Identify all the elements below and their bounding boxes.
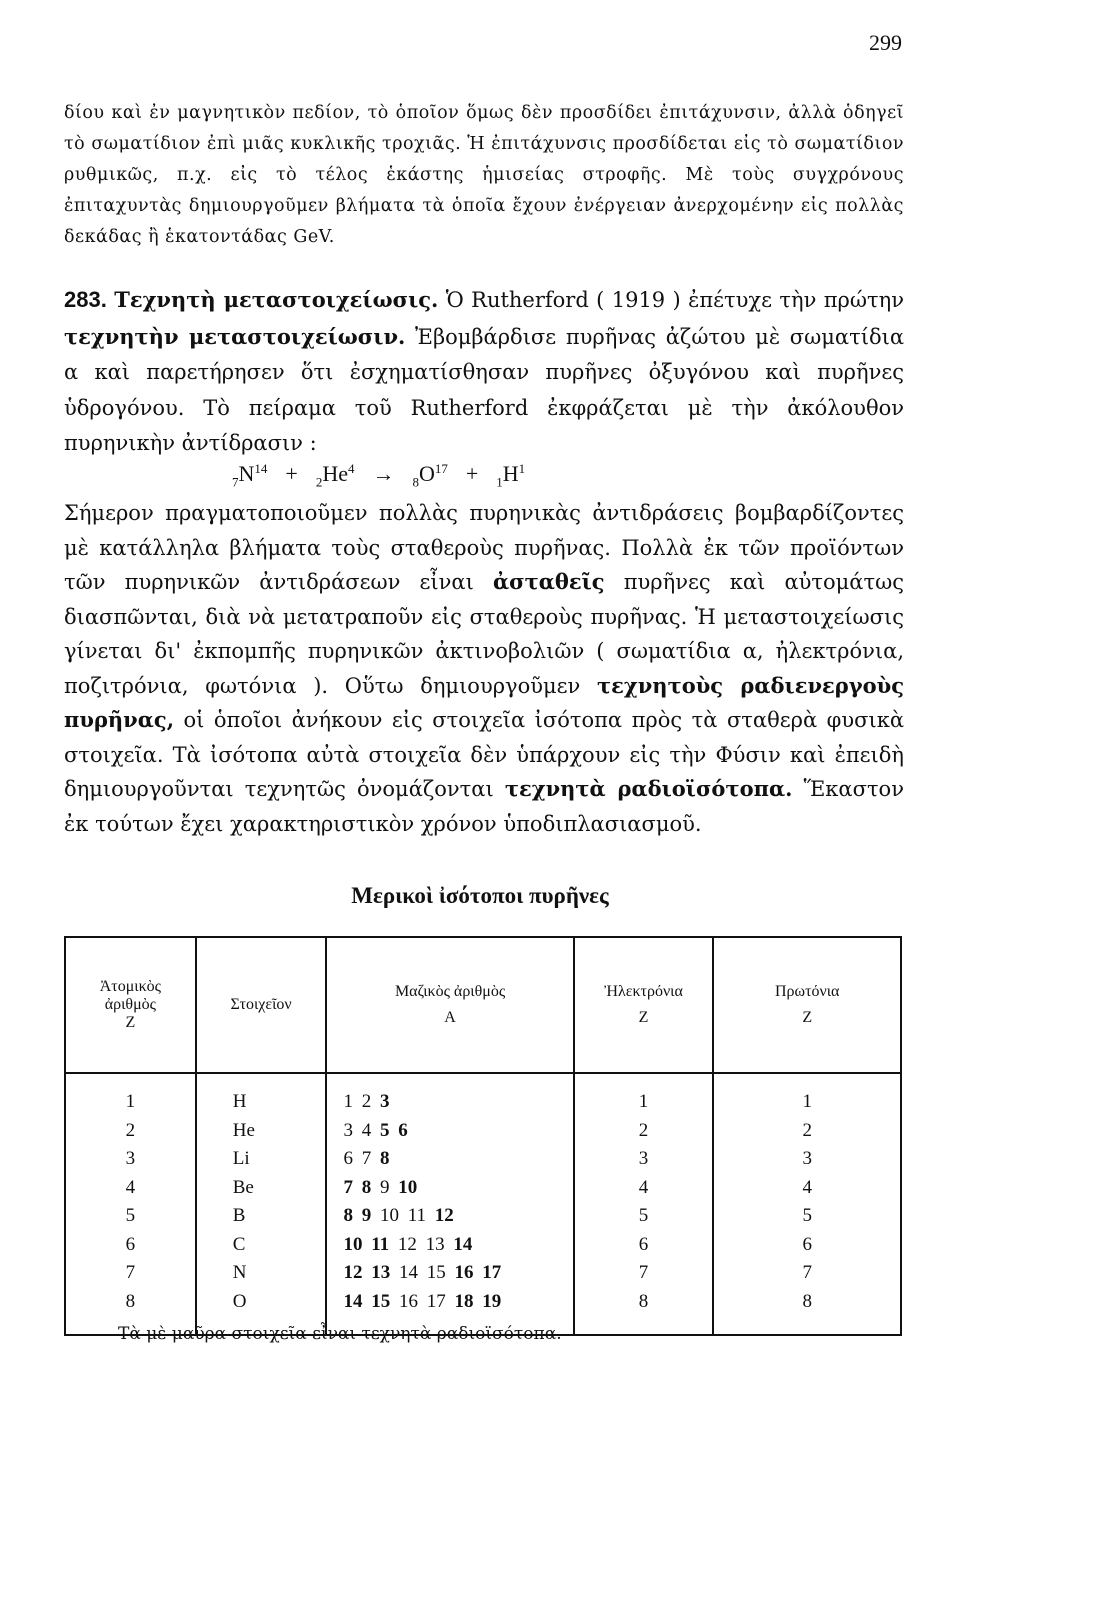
atomic-number-cell: 6 (125, 1233, 136, 1255)
mass-number: 12 (397, 1233, 417, 1255)
mass-number-cell (343, 1288, 572, 1317)
radioisotope-mass-number: 14 (343, 1290, 363, 1312)
mass-number-cell (343, 1088, 572, 1117)
electrons-cell: 8 (638, 1290, 649, 1312)
page-number: 299 (869, 30, 902, 55)
protons-cell: 6 (802, 1233, 812, 1255)
electrons-cell: 3 (638, 1148, 649, 1169)
radioisotope-mass-number: 8 (343, 1205, 353, 1226)
atomic-number-cell: 7 (125, 1262, 136, 1283)
element-cell: Be (232, 1176, 254, 1198)
element-cell: C (232, 1233, 246, 1255)
lead-paragraph: δίου καὶ ἐν μαγνητικὸν πεδίον, τὸ ὁποῖον ὅμως δὲν προσδίδει ἐπιτάχυνσιν, ἀλλὰ ὁδηγεῖ τὸ σωματίδιον ἐπὶ μιᾶς κυκλικῆς τροχιᾶς. Ἡ ἐπιτάχυνσις προσδίδεται εἰς τὸ σωματίδιον ρυθμικῶς, π.χ. εἰς τὸ τέλος ἑκάστης ἡμισείας στροφῆς. Μὲ τοὺς συγχρόνους ἐπιταχυντὰς δημιουργοῦμεν βλήματα τὰ ὁποῖα ἔχουν ἐνέργειαν ἀνερχομένην εἰς πολλὰς δεκάδας ἢ ἑκατοντάδας GeV. (64, 103, 904, 247)
radioisotope-mass-number: 12 (434, 1205, 454, 1226)
atomic-number-cell: 1 (125, 1091, 136, 1112)
mass-number: 3 (343, 1119, 353, 1141)
mass-number: 16 (398, 1290, 418, 1312)
reaction-arrow: → (372, 461, 395, 487)
electrons-cell: 5 (638, 1205, 649, 1226)
atomic-number-cell: 3 (125, 1148, 136, 1169)
element-cell: O (232, 1290, 247, 1312)
mass-number: 7 (361, 1148, 372, 1169)
element-cell: H (232, 1091, 247, 1112)
body-paragraph: Σήμερον πραγματοποιοῦμεν πολλὰς πυρηνικὰς ἀντιδράσεις βομβαρδίζοντες μὲ κατάλληλα βλήματα τοὺς σταθεροὺς πυρῆνας. Πολλὰ ἐκ τῶν προϊόντων τῶν πυρηνικῶν ἀντιδράσεων εἶναι ἀσταθεῖς πυρῆνες καὶ αὐτομάτως διασπῶνται, διὰ νὰ μετατραποῦν εἰς σταθεροὺς πυρῆνας. Ἡ μεταστοιχείωσις γίνεται δι' ἐκπομπῆς πυρηνικῶν ἀκτινοβολιῶν ( σωματίδια α, ἠλεκτρόνια, ποζιτρόνια, φωτόνια ). Οὕτω δημιουργοῦμεν τεχνητοὺς ραδιενεργοὺς πυρῆνας, οἱ ὁποῖοι ἀνήκουν εἰς στοιχεῖα ἰσότοπα πρὸς τὰ σταθερὰ φυσικὰ στοιχεῖα. Τὰ ἰσότοπα αὐτὰ στοιχεῖα δὲν ὑπάρχουν εἰς τὴν Φύσιν καὶ ἐπειδὴ δημιουργοῦνται τεχνητῶς ὀνομάζονται τεχνητὰ ραδιοϊσότοπα. Ἕκαστον ἐκ τούτων ἔχει χαρακτηριστικὸν χρόνον ὑποδιπλασιασμοῦ. (64, 501, 904, 836)
header-atomic-number: Ἀτομικὸς ἀριθμὸς Z (65, 937, 196, 1073)
header-electrons: Ἠλεκτρόνια Z (574, 937, 714, 1073)
plus-sign: + (465, 461, 479, 487)
mass-number-cell (343, 1231, 572, 1260)
mass-number: 14 (398, 1262, 418, 1283)
nitrogen-14: $_7N^{14}$ (232, 461, 268, 490)
radioisotope-mass-number: 10 (343, 1233, 363, 1255)
mass-number-cell (343, 1174, 572, 1203)
electrons-cell: 6 (638, 1233, 649, 1255)
mass-number: 15 (426, 1262, 446, 1283)
mass-number: 4 (361, 1119, 372, 1141)
helium-4: $_2He^4$ (315, 461, 355, 490)
atomic-number-cell: 8 (125, 1290, 136, 1312)
mass-number: 13 (425, 1233, 445, 1255)
radioisotope-mass-number: 6 (398, 1119, 408, 1141)
mass-number: 17 (426, 1290, 446, 1312)
mass-number: 10 (379, 1205, 399, 1226)
radioisotope-mass-number: 13 (371, 1262, 391, 1283)
electrons-cell: 7 (638, 1262, 649, 1283)
atomic-number-cell: 5 (125, 1205, 136, 1226)
plus-sign: + (285, 461, 298, 487)
radioisotope-mass-number: 11 (371, 1233, 390, 1255)
protons-cell: 4 (802, 1176, 812, 1198)
element-cell: N (232, 1262, 247, 1283)
mass-number-cell (343, 1202, 572, 1231)
atomic-number-cell: 4 (125, 1176, 136, 1198)
radioisotope-mass-number: 18 (454, 1290, 474, 1312)
protons-cell: 8 (802, 1290, 812, 1312)
atomic-number-column (66, 1074, 195, 1334)
table-footnote: Τὰ μὲ μαῦρα στοιχεῖα εἶναι τεχνητὰ ραδιοϊσότοπα. (118, 1324, 562, 1344)
radioisotope-mass-number: 17 (482, 1262, 502, 1283)
radioisotope-mass-number: 19 (482, 1290, 502, 1312)
hydrogen-1: $_1H^1$ (496, 461, 526, 490)
header-element: Στοιχεῖον (196, 937, 327, 1073)
section-text-2: Ἐβομβάρδισε πυρῆνας ἀζώτου μὲ σωματίδια α καὶ παρετήρησεν ὅτι ἐσχηματίσθησαν πυρῆνες ὀξυγόνου καὶ πυρῆνες ὑδρογόνου. Τὸ πείραμα τοῦ Rutherford ἐκφράζεται μὲ τὴν ἀκόλουθον πυρηνικὴν ἀντίδρασιν : (64, 324, 904, 455)
mass-number-cell (343, 1145, 572, 1174)
radioisotope-mass-number: 10 (398, 1176, 418, 1198)
element-cell: Li (232, 1148, 250, 1169)
mass-number: 11 (407, 1205, 427, 1226)
electrons-cell: 2 (638, 1119, 649, 1141)
protons-cell: 5 (802, 1205, 812, 1226)
radioisotope-mass-number: 7 (343, 1176, 353, 1198)
mass-number-cell (343, 1259, 572, 1288)
protons-cell: 2 (802, 1119, 812, 1141)
header-mass-number: Μαζικὸς ἀριθμὸς A (326, 937, 573, 1073)
oxygen-17: $_8O^{17}$ (412, 461, 448, 490)
bold-unstable: ἀσταθεῖς (492, 569, 605, 594)
radioisotope-mass-number: 3 (379, 1091, 390, 1112)
table-title: Μερικοὶ ἰσότοποι πυρῆνες (351, 883, 609, 908)
radioisotope-mass-number: 5 (379, 1119, 390, 1141)
mass-number: 9 (379, 1176, 390, 1198)
electrons-cell: 1 (638, 1091, 649, 1112)
section-283 (64, 282, 904, 462)
protons-column (714, 1074, 900, 1334)
atomic-number-cell: 2 (125, 1119, 136, 1141)
nuclear-reaction-equation (232, 461, 525, 491)
mass-number-column (327, 1074, 572, 1334)
mass-number: 6 (343, 1148, 353, 1169)
element-cell: He (232, 1119, 255, 1141)
electrons-cell: 4 (638, 1176, 649, 1198)
mass-number: 2 (361, 1091, 372, 1112)
isotope-table-wrapper (64, 936, 902, 1614)
radioisotope-mass-number: 14 (453, 1233, 473, 1255)
protons-cell: 3 (802, 1148, 812, 1169)
radioisotope-mass-number: 8 (361, 1176, 372, 1198)
section-title: Τεχνητὴ μεταστοιχείωσις. (114, 287, 439, 312)
mass-number: 1 (343, 1091, 353, 1112)
protons-cell: 7 (802, 1262, 812, 1283)
bold-artificial-radioisotopes: τεχνητὰ ραδιοϊσότοπα. (504, 776, 793, 801)
section-bold-1: τεχνητὴν μεταστοιχείωσιν. (64, 323, 406, 349)
radioisotope-mass-number: 8 (379, 1148, 390, 1169)
table-header-row (65, 937, 901, 1073)
element-cell: B (232, 1205, 246, 1226)
radioisotope-mass-number: 15 (371, 1290, 391, 1312)
electrons-column (575, 1074, 713, 1334)
protons-cell: 1 (802, 1091, 812, 1112)
mass-number-cell (343, 1117, 572, 1146)
section-number: 283. (64, 287, 107, 312)
section-text-1: Ὁ Rutherford ( 1919 ) ἐπέτυχε τὴν πρώτην (438, 288, 904, 312)
radioisotope-mass-number: 16 (454, 1262, 474, 1283)
element-column (197, 1074, 326, 1334)
isotope-table (64, 936, 902, 1336)
radioisotope-mass-number: 9 (361, 1205, 372, 1226)
table-body-row (65, 1073, 901, 1335)
bold-artificial-radioactive-nuclei: τεχνητοὺς ραδιενεργοὺς πυρῆνας, (64, 672, 904, 732)
header-protons: Πρωτόνια Z (713, 937, 901, 1073)
radioisotope-mass-number: 12 (343, 1262, 363, 1283)
